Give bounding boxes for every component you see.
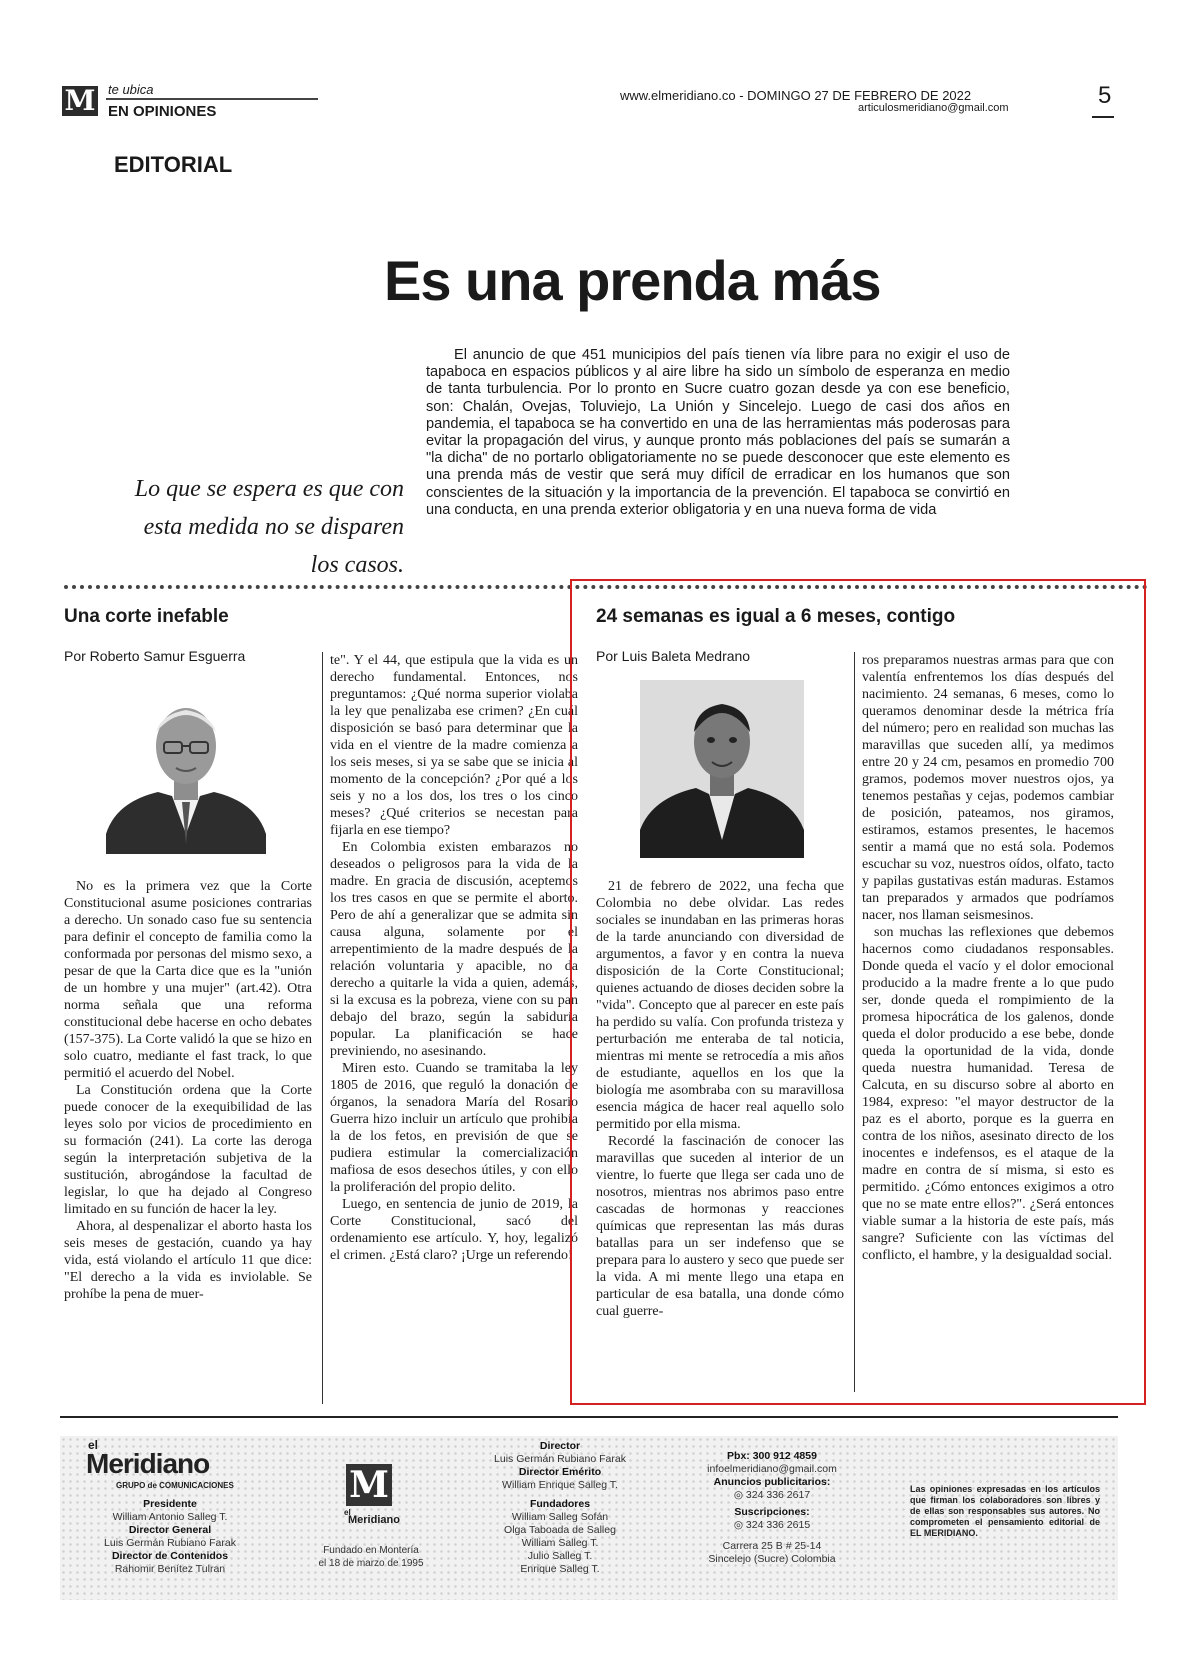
paragraph: ros preparamos nuestras armas para que con valentía enfrentemos los días después del nacimiento. 24 semanas, 6 meses, como lo queramos denominar desde la métrica fría del número; pero en realidad son muchas las maravillas que suceden allí, ya medimos entre 20 y 24 cm, pesamos en promedio 700 gramos, podemos mover nuestros ojos, ya tenemos pestañas y cejas, podemos cambiar de posición, pateamos, nos giramos, estiramos, estamos presentes, le hacemos sentir a mamá que no está sola. Podemos escuchar su voz, nuestros oídos, olfato, tacto y papilas gustativas están maduras. Estamos tan preparados y armados que podríamos nacer, nos llaman seismesinos. <box>862 653 1114 923</box>
footer-founded <box>296 1544 446 1570</box>
paragraph: Recordé la fascinación de conocer las maravillas que suceden al interior de un vientre, lo fuerte que llega ser cada uno de nosotros, mientras nos abrimos paso entre cascadas de hormonas y reacciones químicas que representan las más duras batallas para un ser indefenso que se prepara para lo austero y seco que puede ser la vida. A mi mente llego una etapa en particular de esa batalla, una donde cómo cual guerre- <box>596 1134 844 1319</box>
article-left-title: Una corte inefable <box>64 606 229 627</box>
section-name: EN OPINIONES <box>108 103 217 120</box>
article-left-col1 <box>64 878 312 1303</box>
label: Suscripciones: <box>734 1506 810 1518</box>
phone[interactable]: 324 336 2617 <box>745 1489 811 1501</box>
article-left-col2 <box>330 652 578 1264</box>
footer-rule <box>60 1416 1118 1418</box>
masthead-logo: M <box>62 86 98 116</box>
paragraph: son muchas las reflexiones que debemos hacernos como ciudadanos responsables. Donde queda el vacío y el dolor emocional producido a la madre frente a lo que pudo ser, donde queda el rompimiento de la promesa hipocrática de los galenos, donde queda el dolor producido a ese bebe, donde queda la oportunidad de la vida, donde queda nuestra humanidad. Teresa de Calcuta, en su discurso sobre al aborto en 1984, expreso: "el mayor destructor de la paz es el aborto, porque es la guerra en contra de los niños, asesinato directo de los inocentes e indefensos, es el ataque de la madre en contra de sí misma, si esto es permitido. ¿Cómo entonces exigimos a otro que no se mate entre ellos?". ¿Será entonces viable sumar a la historia de este país, más sangre? Suficiente con las víctimas del conflicto, el hambre, y la desigualdad social. <box>862 925 1114 1263</box>
pull-quote: Lo que se espera es que con esta medida no se disparen los casos. <box>134 476 404 578</box>
name: William Salleg Sofán <box>511 1511 609 1523</box>
author-photo-baleta <box>640 680 804 858</box>
editorial-headline: Es una prenda más <box>384 249 881 312</box>
site-date-line[interactable]: www.elmeridiano.co - DOMINGO 27 DE FEBRERO DE 2022 <box>620 88 972 103</box>
name: Julio Salleg T. <box>527 1550 593 1562</box>
address-line: Carrera 25 B # 25-14 <box>722 1540 822 1552</box>
name: William Enrique Salleg T. <box>502 1479 618 1491</box>
address-line: Sincelejo (Sucre) Colombia <box>708 1553 836 1565</box>
label: Anuncios publicitarios: <box>713 1476 831 1488</box>
whatsapp-icon: ◎ <box>733 1489 743 1501</box>
info-email[interactable]: infoelmeridiano@gmail.com <box>707 1463 837 1475</box>
label: Director Emérito <box>518 1466 602 1478</box>
logo-tagline: te ubica <box>108 82 154 97</box>
author-photo-samur <box>106 684 266 854</box>
article-right-col1 <box>596 878 844 1320</box>
footer-emblem-brand: Meridiano <box>348 1514 400 1526</box>
article-left-byline: Por Roberto Samur Esguerra <box>64 648 246 664</box>
paragraph: Luego, en sentencia de junio de 2019, la Corte Constitucional, sacó del ordenamiento ese artículo. Y, hoy, legalizó el crimen. ¿Está claro? ¡Urge un referendo! <box>330 1197 578 1263</box>
name: Rahomir Benítez Tulran <box>114 1563 226 1575</box>
label: Director <box>539 1440 581 1452</box>
label: Presidente <box>143 1498 197 1510</box>
pbx[interactable]: Pbx: 300 912 4859 <box>727 1450 817 1462</box>
article-right-title: 24 semanas es igual a 6 meses, contigo <box>596 606 956 627</box>
paragraph: Miren esto. Cuando se tramitaba la ley 1805 de 2016, que reguló la donación de órganos, la senadora María del Rosario Guerra hizo incluir un artículo que prohibía la de los fetos, en previsión de que se pudiera estimular la comercialización mafiosa de esos desechos útiles, y con ello la proliferación del propio delito. <box>330 1061 578 1195</box>
name: Olga Taboada de Salleg <box>504 1524 616 1536</box>
footer-directors <box>470 1440 650 1576</box>
paragraph: 21 de febrero de 2022, una fecha que Colombia no debe olvidar. Las redes sociales se inundaban en las primeras horas de la tarde anunciando con diversidad de argumentos, a favor y en contra la nueva disposición de la Corte Constitucional; quienes actuando de dioses deciden sobre la "vida". Concepto que al parecer en este país ha perdido su valía. Con profunda tristeza y perturbación me enteraba de tal noticia, mientras mi mente se retrocedía a mis años de estudiante, aquellos en los que la biología me asombraba con su maravillosa esencia mágica de hacer real aquello solo permitido por ella misma. <box>596 879 844 1132</box>
footer-credits <box>60 1436 1118 1600</box>
whatsapp-icon: ◎ <box>733 1519 743 1531</box>
paragraph: En Colombia existen embarazos no deseados o peligrosos para la vida de la madre. En gracia de discusión, aceptemos los tres casos en que se permite el aborto. Pero de ahí a generalizar que se admita sin causa alguna, solamente por el arrepentimiento de la madre después de la relación voluntaria y apacible, no da derecho a quitarle la vida a quien, además, si la excusa es la pobreza, viene con su pan debajo del brazo, según la sabiduría popular. La planificación se hace previniendo, no asesinando. <box>330 840 578 1059</box>
founded-line: el 18 de marzo de 1995 <box>318 1558 424 1569</box>
page-number: 5 <box>1098 82 1112 109</box>
footer-contacts <box>680 1450 864 1566</box>
article-right-col2 <box>862 652 1114 1264</box>
label: Fundadores <box>529 1498 591 1510</box>
footer-emblem-small: el <box>344 1508 351 1517</box>
column-rule <box>854 652 855 1392</box>
paragraph: La Constitución ordena que la Corte puede conocer de la exequibilidad de las leyes solo por vicios de procedimiento en su formación (241). La corte las deroga según la interpretación subjetiva de la sustitución, abrogándose la facultad de legislar, lo que ha dejado al Congreso limitado en su función de hacer la ley. <box>64 1083 312 1217</box>
footer-brand-small: el <box>88 1438 99 1452</box>
name: William Salleg T. <box>521 1537 599 1549</box>
founded-line: Fundado en Montería <box>323 1545 419 1556</box>
section-rule <box>106 98 318 100</box>
name: Luis Germán Rubiano Farak <box>104 1537 236 1549</box>
paragraph: No es la primera vez que la Corte Constitucional asume posiciones contrarias a derecho. Un sonado caso fue su sentencia para definir el concepto de familia como la conformada por personas del mismo sexo, a pesar de que la Carta dice que es la "unión de un hombre y una mujer" (art.42). Otra norma señala que una reforma constitucional debe hacerse en ocho debates (157-375). La Corte validó la que se hizo en solo cuatro, mediante el fast track, lo que permitió el acuerdo del Nobel. <box>64 879 312 1081</box>
name: William Antonio Salleg T. <box>112 1511 228 1523</box>
label: Director General <box>128 1524 212 1536</box>
rubric-editorial: EDITORIAL <box>114 152 233 177</box>
footer-emblem: M <box>346 1464 392 1506</box>
footer-brand-sub: GRUPO de COMUNICACIONES <box>116 1481 234 1490</box>
paragraph: te". Y el 44, que estipula que la vida es un derecho fundamental. Entonces, nos preguntamos: ¿Qué norma superior violaba la ley que penalizaba ese crimen? ¿En cuál disposición se basó para determinar que la vida en el vientre de la madre comienza a los seis meses, si ya se sabe que se inicia al momento de la concepción? ¿Por qué a los seis y no a los dos, los tres o los cinco meses? ¿Qué criterios se necestan para fijarla en ese tiempo? <box>330 653 578 838</box>
phone[interactable]: 324 336 2615 <box>745 1519 811 1531</box>
label: Director de Contenidos <box>111 1550 229 1562</box>
contact-email[interactable]: articulosmeridiano@gmail.com <box>858 102 1009 114</box>
name: Enrique Salleg T. <box>520 1563 600 1575</box>
article-right-byline: Por Luis Baleta Medrano <box>596 648 751 664</box>
editorial-lead: El anuncio de que 451 municipios del país tienen vía libre para no exigir el uso de tapaboca en espacios públicos y al aire libre ha sido un símbolo de esperanza en medio de tanta turbulencia. Por lo pronto en Sucre cuatro gozan desde ya con ese beneficio, son: Chalán, Ovejas, Toluviejo, La Unión y Sincelejo. Luego de casi dos años en pandemia, el tapaboca se ha convertido en una de las herramientas más poderosas para evitar la propagación del virus, y aunque pronto más poblaciones del país se sumarán a "la dicha" de no portarlo obligatoriamente no se puede desconocer que este elemento es una prenda más de vestir que será muy difícil de erradicar en los humanos que son conscientes de la situación y la importancia de la prevención. El tapaboca se convirtió en una conducta, en una prenda exterior obligatoria y en una nueva forma de vida <box>426 347 1010 518</box>
footer-executives <box>70 1498 270 1576</box>
paragraph: Ahora, al despenalizar el aborto hasta los seis meses de gestación, cuando ya hay vida, está violando el artículo 11 que dice: "El derecho a la vida es inviolable. Se prohíbe la pena de muer- <box>64 1219 312 1302</box>
column-rule <box>322 652 323 1404</box>
footer-brand: Meridiano <box>86 1448 210 1479</box>
page-number-rule <box>1092 116 1114 118</box>
footer-disclaimer: Las opiniones expresadas en los artículos que firman los colaboradores son libres y de ellas son responsables sus autores. No comprometen el pensamiento editorial de EL MERIDIANO. <box>910 1484 1100 1538</box>
name: Luis Germán Rubiano Farak <box>494 1453 626 1465</box>
